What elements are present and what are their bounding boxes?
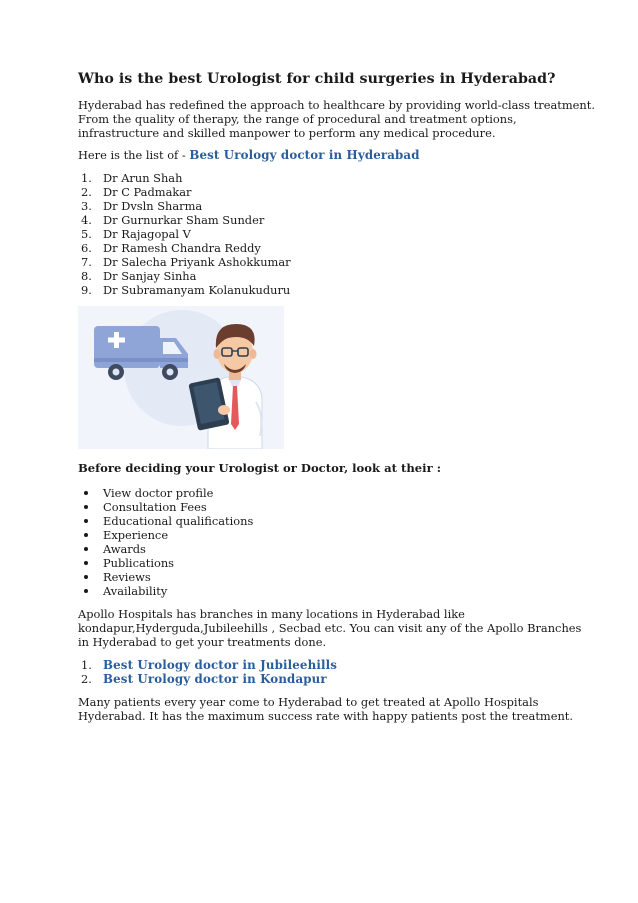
bullet-icon: [84, 491, 88, 495]
article-body: [78, 70, 595, 723]
checklist-item-label: Consultation Fees: [103, 500, 207, 514]
checklist: [78, 486, 578, 598]
apollo-line: kondapur,Hyderguda,Jubileehills , Secbad etc. You can visit any of the Apollo Branches: [78, 621, 582, 635]
closing-line: Many patients every year come to Hyderabad to get treated at Apollo Hospitals: [78, 695, 539, 709]
checklist-item-label: Publications: [103, 556, 175, 570]
list-intro-prefix: Here is the list of -: [78, 148, 190, 162]
list-item: [78, 584, 578, 598]
list-item: [78, 213, 578, 227]
checklist-item-label: Reviews: [103, 570, 151, 584]
apollo-line: in Hyderabad to get your treatments done.: [78, 635, 327, 649]
doctor-ambulance-illustration: [78, 306, 284, 449]
list-item: [78, 486, 578, 500]
list-number: 3.: [81, 199, 92, 213]
list-item: [78, 241, 578, 255]
list-number: 5.: [81, 227, 92, 241]
checklist-item-label: Awards: [103, 542, 146, 556]
list-intro: [78, 148, 578, 162]
apollo-line: Apollo Hospitals has branches in many locations in Hyderabad like: [78, 607, 465, 621]
bullet-icon: [84, 505, 88, 509]
list-item: [78, 542, 578, 556]
article-title: Who is the best Urologist for child surgeries in Hyderabad?: [78, 71, 556, 87]
doctor-name: Dr C Padmakar: [103, 185, 192, 199]
intro-line: infrastructure and skilled manpower to perform any medical procedure.: [78, 126, 496, 140]
bullet-icon: [84, 575, 88, 579]
intro-paragraph: [78, 98, 595, 140]
checklist-heading: Before deciding your Urologist or Doctor, look at their :: [78, 461, 441, 475]
apollo-paragraph: [78, 607, 582, 649]
list-number: 4.: [81, 213, 92, 227]
doctor-name: Dr Ramesh Chandra Reddy: [103, 241, 261, 255]
jubileehills-link[interactable]: Best Urology doctor in Jubileehills: [103, 658, 338, 672]
bullet-icon: [84, 547, 88, 551]
list-number: 9.: [81, 283, 92, 297]
doctor-list: [78, 171, 578, 297]
checklist-item-label: Experience: [103, 528, 169, 542]
best-urology-hyderabad-link[interactable]: Best Urology doctor in Hyderabad: [189, 148, 420, 162]
list-item: [78, 570, 578, 584]
list-number: 2.: [81, 185, 92, 199]
bullet-icon: [84, 519, 88, 523]
checklist-item-label: Availability: [103, 584, 168, 598]
list-item: [78, 500, 578, 514]
doctor-name: Dr Rajagopal V: [103, 227, 191, 241]
branch-link-list: [78, 658, 578, 686]
list-number: 2.: [81, 672, 92, 686]
checklist-item-label: Educational qualifications: [103, 514, 254, 528]
list-item: [78, 227, 578, 241]
doctor-name: Dr Subramanyam Kolanukuduru: [103, 283, 291, 297]
closing-line: Hyderabad. It has the maximum success rate with happy patients post the treatment.: [78, 709, 573, 723]
bullet-icon: [84, 561, 88, 565]
doctor-name: Dr Salecha Priyank Ashokkumar: [103, 255, 291, 269]
kondapur-link[interactable]: Best Urology doctor in Kondapur: [103, 672, 327, 686]
list-number: 6.: [81, 241, 92, 255]
doctor-name: Dr Dvsln Sharma: [103, 199, 203, 213]
list-item: [78, 514, 578, 528]
list-item: [78, 283, 578, 297]
list-number: 1.: [81, 171, 92, 185]
checklist-item-label: View doctor profile: [103, 486, 214, 500]
bullet-icon: [84, 589, 88, 593]
intro-line: From the quality of therapy, the range of procedural and treatment options,: [78, 112, 517, 126]
list-item: [78, 199, 578, 213]
bullet-icon: [84, 533, 88, 537]
list-item: [78, 171, 578, 185]
intro-line: Hyderabad has redefined the approach to healthcare by providing world-class treatment.: [78, 98, 595, 112]
list-item: [78, 269, 578, 283]
list-item: [78, 528, 578, 542]
list-number: 1.: [81, 658, 92, 672]
list-item: [78, 672, 578, 686]
list-item: [78, 556, 578, 570]
list-item: [78, 658, 578, 672]
doctor-name: Dr Arun Shah: [103, 171, 183, 185]
list-item: [78, 185, 578, 199]
list-number: 7.: [81, 255, 92, 269]
list-number: 8.: [81, 269, 92, 283]
doctor-name: Dr Gurnurkar Sham Sunder: [103, 213, 265, 227]
doctor-name: Dr Sanjay Sinha: [103, 269, 197, 283]
list-item: [78, 255, 578, 269]
closing-paragraph: [78, 695, 578, 723]
